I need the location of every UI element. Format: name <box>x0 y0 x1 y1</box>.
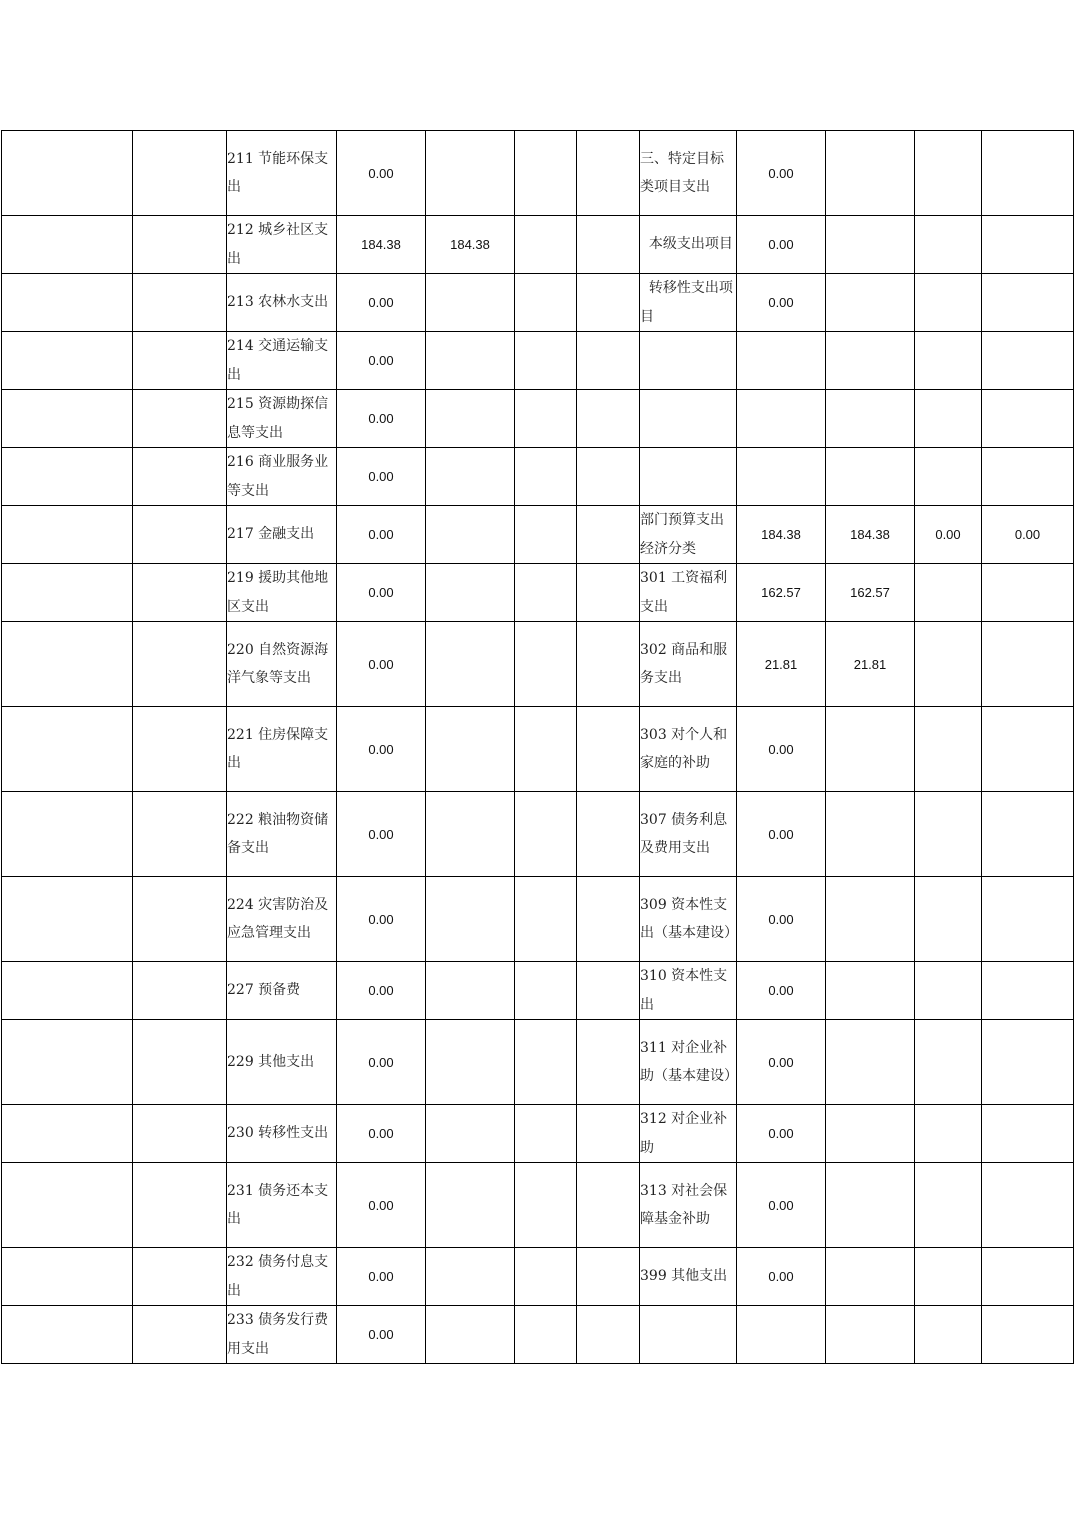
economic-category-cell: 311 对企业补助（基本建设） <box>640 1020 737 1105</box>
expense-category-cell: 215 资源勘探信息等支出 <box>227 390 337 448</box>
amount-col-6-cell <box>515 792 577 877</box>
amount-col-6-cell <box>515 1105 577 1163</box>
amount-basic-cell: 21.81 <box>826 622 915 707</box>
expense-category-cell: 221 住房保障支出 <box>227 707 337 792</box>
amount-total-2-cell: 0.00 <box>737 877 826 962</box>
amount-col-7-cell <box>577 216 640 274</box>
table-row <box>2 390 1074 448</box>
amount-other-cell <box>982 390 1074 448</box>
budget-table-body <box>2 131 1074 1364</box>
amount-col-6-cell <box>515 216 577 274</box>
amount-col-7-cell <box>577 564 640 622</box>
economic-category-cell: 399 其他支出 <box>640 1248 737 1306</box>
col-blank-a-cell <box>2 1306 133 1364</box>
amount-col-6-cell <box>515 390 577 448</box>
col-blank-a-cell <box>2 506 133 564</box>
economic-category-cell: 309 资本性支出（基本建设） <box>640 877 737 962</box>
amount-col-6-cell <box>515 1306 577 1364</box>
amount-other-cell <box>982 131 1074 216</box>
amount-project-cell <box>915 622 982 707</box>
table-row <box>2 332 1074 390</box>
col-blank-b-cell <box>133 448 227 506</box>
amount-total-2-cell: 162.57 <box>737 564 826 622</box>
col-blank-b-cell <box>133 962 227 1020</box>
amount-total-2-cell: 0.00 <box>737 1248 826 1306</box>
amount-total-cell: 0.00 <box>337 1105 426 1163</box>
col-blank-b-cell <box>133 390 227 448</box>
col-blank-b-cell <box>133 1248 227 1306</box>
economic-category-cell: 312 对企业补助 <box>640 1105 737 1163</box>
amount-total-cell: 0.00 <box>337 1163 426 1248</box>
table-row <box>2 564 1074 622</box>
col-blank-b-cell <box>133 1020 227 1105</box>
expense-category-cell: 224 灾害防治及应急管理支出 <box>227 877 337 962</box>
amount-project-cell <box>915 1105 982 1163</box>
amount-total-2-cell: 0.00 <box>737 216 826 274</box>
amount-other-cell <box>982 622 1074 707</box>
amount-col-7-cell <box>577 448 640 506</box>
amount-general-cell <box>426 274 515 332</box>
expense-category-cell: 230 转移性支出 <box>227 1105 337 1163</box>
economic-category-cell <box>640 1306 737 1364</box>
amount-basic-cell <box>826 1105 915 1163</box>
amount-total-cell: 0.00 <box>337 962 426 1020</box>
amount-total-2-cell: 0.00 <box>737 1020 826 1105</box>
col-blank-b-cell <box>133 1163 227 1248</box>
amount-general-cell <box>426 622 515 707</box>
amount-col-6-cell <box>515 448 577 506</box>
expense-category-cell: 211 节能环保支出 <box>227 131 337 216</box>
amount-general-cell <box>426 1105 515 1163</box>
amount-col-6-cell <box>515 131 577 216</box>
amount-general-cell <box>426 962 515 1020</box>
amount-basic-cell: 162.57 <box>826 564 915 622</box>
amount-other-cell <box>982 962 1074 1020</box>
amount-project-cell <box>915 1163 982 1248</box>
amount-general-cell <box>426 564 515 622</box>
amount-total-2-cell <box>737 332 826 390</box>
amount-col-7-cell <box>577 792 640 877</box>
amount-col-7-cell <box>577 1248 640 1306</box>
amount-total-cell: 184.38 <box>337 216 426 274</box>
economic-category-cell <box>640 390 737 448</box>
amount-col-6-cell <box>515 564 577 622</box>
amount-col-6-cell <box>515 1163 577 1248</box>
amount-col-7-cell <box>577 877 640 962</box>
amount-other-cell: 0.00 <box>982 506 1074 564</box>
amount-basic-cell <box>826 1020 915 1105</box>
table-row <box>2 792 1074 877</box>
amount-total-2-cell: 0.00 <box>737 1163 826 1248</box>
col-blank-b-cell <box>133 506 227 564</box>
amount-total-2-cell: 0.00 <box>737 962 826 1020</box>
amount-total-2-cell: 21.81 <box>737 622 826 707</box>
economic-category-cell: 310 资本性支出 <box>640 962 737 1020</box>
economic-category-cell: 313 对社会保障基金补助 <box>640 1163 737 1248</box>
amount-col-6-cell <box>515 274 577 332</box>
economic-category-cell <box>640 448 737 506</box>
amount-col-7-cell <box>577 1105 640 1163</box>
amount-general-cell <box>426 792 515 877</box>
col-blank-b-cell <box>133 131 227 216</box>
amount-col-7-cell <box>577 622 640 707</box>
economic-category-cell: 部门预算支出经济分类 <box>640 506 737 564</box>
economic-category-cell: 转移性支出项目 <box>640 274 737 332</box>
amount-total-cell: 0.00 <box>337 564 426 622</box>
amount-col-6-cell <box>515 962 577 1020</box>
col-blank-b-cell <box>133 622 227 707</box>
amount-total-cell: 0.00 <box>337 131 426 216</box>
amount-col-7-cell <box>577 1306 640 1364</box>
amount-general-cell <box>426 448 515 506</box>
economic-category-cell: 302 商品和服务支出 <box>640 622 737 707</box>
amount-total-cell: 0.00 <box>337 390 426 448</box>
table-row <box>2 274 1074 332</box>
col-blank-a-cell <box>2 1163 133 1248</box>
economic-category-cell: 303 对个人和家庭的补助 <box>640 707 737 792</box>
amount-col-6-cell <box>515 877 577 962</box>
amount-project-cell <box>915 1306 982 1364</box>
amount-total-2-cell: 0.00 <box>737 1105 826 1163</box>
amount-other-cell <box>982 1248 1074 1306</box>
expense-category-cell: 232 债务付息支出 <box>227 1248 337 1306</box>
amount-basic-cell <box>826 1163 915 1248</box>
amount-general-cell <box>426 1020 515 1105</box>
amount-col-7-cell <box>577 962 640 1020</box>
amount-total-cell: 0.00 <box>337 1020 426 1105</box>
col-blank-b-cell <box>133 564 227 622</box>
amount-basic-cell <box>826 1248 915 1306</box>
table-row <box>2 707 1074 792</box>
amount-col-7-cell <box>577 1163 640 1248</box>
amount-col-6-cell <box>515 1248 577 1306</box>
amount-general-cell <box>426 506 515 564</box>
amount-general-cell <box>426 390 515 448</box>
amount-col-6-cell <box>515 707 577 792</box>
amount-project-cell <box>915 1248 982 1306</box>
amount-basic-cell <box>826 332 915 390</box>
amount-col-7-cell <box>577 274 640 332</box>
col-blank-a-cell <box>2 332 133 390</box>
amount-general-cell <box>426 707 515 792</box>
amount-project-cell <box>915 216 982 274</box>
col-blank-b-cell <box>133 707 227 792</box>
col-blank-a-cell <box>2 877 133 962</box>
expense-category-cell: 233 债务发行费用支出 <box>227 1306 337 1364</box>
amount-project-cell <box>915 274 982 332</box>
amount-col-7-cell <box>577 131 640 216</box>
amount-col-7-cell <box>577 1020 640 1105</box>
col-blank-a-cell <box>2 564 133 622</box>
table-row <box>2 622 1074 707</box>
amount-other-cell <box>982 564 1074 622</box>
amount-other-cell <box>982 1105 1074 1163</box>
table-row <box>2 216 1074 274</box>
amount-other-cell <box>982 332 1074 390</box>
amount-general-cell <box>426 1306 515 1364</box>
budget-table <box>1 130 1074 1364</box>
table-row <box>2 448 1074 506</box>
amount-project-cell <box>915 962 982 1020</box>
expense-category-cell: 229 其他支出 <box>227 1020 337 1105</box>
col-blank-b-cell <box>133 332 227 390</box>
expense-category-cell: 227 预备费 <box>227 962 337 1020</box>
col-blank-b-cell <box>133 1306 227 1364</box>
col-blank-a-cell <box>2 707 133 792</box>
amount-col-7-cell <box>577 390 640 448</box>
expense-category-cell: 222 粮油物资储备支出 <box>227 792 337 877</box>
amount-total-cell: 0.00 <box>337 622 426 707</box>
amount-total-cell: 0.00 <box>337 332 426 390</box>
col-blank-b-cell <box>133 1105 227 1163</box>
col-blank-a-cell <box>2 622 133 707</box>
amount-other-cell <box>982 707 1074 792</box>
amount-total-2-cell: 0.00 <box>737 131 826 216</box>
economic-category-cell: 307 债务利息及费用支出 <box>640 792 737 877</box>
amount-total-cell: 0.00 <box>337 1248 426 1306</box>
col-blank-b-cell <box>133 877 227 962</box>
expense-category-cell: 213 农林水支出 <box>227 274 337 332</box>
amount-other-cell <box>982 1020 1074 1105</box>
amount-general-cell <box>426 332 515 390</box>
amount-col-6-cell <box>515 506 577 564</box>
amount-other-cell <box>982 448 1074 506</box>
amount-total-cell: 0.00 <box>337 274 426 332</box>
amount-project-cell <box>915 448 982 506</box>
expense-category-cell: 214 交通运输支出 <box>227 332 337 390</box>
economic-category-cell: 三、特定目标类项目支出 <box>640 131 737 216</box>
amount-other-cell <box>982 274 1074 332</box>
amount-general-cell <box>426 877 515 962</box>
amount-total-cell: 0.00 <box>337 506 426 564</box>
amount-total-2-cell: 184.38 <box>737 506 826 564</box>
col-blank-a-cell <box>2 1248 133 1306</box>
amount-basic-cell <box>826 1306 915 1364</box>
table-row <box>2 131 1074 216</box>
amount-other-cell <box>982 1163 1074 1248</box>
amount-total-2-cell <box>737 1306 826 1364</box>
economic-category-cell: 本级支出项目 <box>640 216 737 274</box>
amount-total-cell: 0.00 <box>337 792 426 877</box>
expense-category-cell: 220 自然资源海洋气象等支出 <box>227 622 337 707</box>
amount-other-cell <box>982 877 1074 962</box>
table-row <box>2 1105 1074 1163</box>
economic-category-cell <box>640 332 737 390</box>
amount-project-cell <box>915 332 982 390</box>
amount-total-2-cell: 0.00 <box>737 274 826 332</box>
amount-project-cell: 0.00 <box>915 506 982 564</box>
amount-col-6-cell <box>515 622 577 707</box>
expense-category-cell: 217 金融支出 <box>227 506 337 564</box>
amount-general-cell <box>426 131 515 216</box>
amount-col-7-cell <box>577 707 640 792</box>
expense-category-cell: 212 城乡社区支出 <box>227 216 337 274</box>
amount-other-cell <box>982 1306 1074 1364</box>
amount-general-cell <box>426 1248 515 1306</box>
amount-general-cell <box>426 1163 515 1248</box>
col-blank-a-cell <box>2 1105 133 1163</box>
table-row <box>2 1306 1074 1364</box>
amount-total-cell: 0.00 <box>337 707 426 792</box>
amount-basic-cell <box>826 792 915 877</box>
amount-project-cell <box>915 792 982 877</box>
col-blank-a-cell <box>2 448 133 506</box>
expense-category-cell: 216 商业服务业等支出 <box>227 448 337 506</box>
amount-total-2-cell: 0.00 <box>737 792 826 877</box>
amount-basic-cell <box>826 448 915 506</box>
col-blank-b-cell <box>133 792 227 877</box>
amount-col-6-cell <box>515 332 577 390</box>
amount-project-cell <box>915 390 982 448</box>
amount-project-cell <box>915 131 982 216</box>
amount-basic-cell <box>826 707 915 792</box>
table-row <box>2 1163 1074 1248</box>
col-blank-a-cell <box>2 216 133 274</box>
amount-basic-cell <box>826 962 915 1020</box>
amount-total-cell: 0.00 <box>337 1306 426 1364</box>
amount-basic-cell <box>826 216 915 274</box>
amount-general-cell: 184.38 <box>426 216 515 274</box>
amount-total-2-cell <box>737 390 826 448</box>
col-blank-b-cell <box>133 274 227 332</box>
table-row <box>2 506 1074 564</box>
amount-basic-cell <box>826 131 915 216</box>
amount-total-cell: 0.00 <box>337 877 426 962</box>
table-row <box>2 962 1074 1020</box>
amount-basic-cell <box>826 274 915 332</box>
amount-basic-cell <box>826 390 915 448</box>
table-row <box>2 877 1074 962</box>
amount-other-cell <box>982 792 1074 877</box>
amount-project-cell <box>915 564 982 622</box>
amount-project-cell <box>915 707 982 792</box>
expense-category-cell: 219 援助其他地区支出 <box>227 564 337 622</box>
table-row <box>2 1248 1074 1306</box>
amount-project-cell <box>915 1020 982 1105</box>
amount-total-2-cell <box>737 448 826 506</box>
table-row <box>2 1020 1074 1105</box>
amount-basic-cell <box>826 877 915 962</box>
col-blank-b-cell <box>133 216 227 274</box>
amount-col-6-cell <box>515 1020 577 1105</box>
amount-total-cell: 0.00 <box>337 448 426 506</box>
amount-project-cell <box>915 877 982 962</box>
col-blank-a-cell <box>2 390 133 448</box>
amount-total-2-cell: 0.00 <box>737 707 826 792</box>
amount-col-7-cell <box>577 332 640 390</box>
col-blank-a-cell <box>2 131 133 216</box>
amount-other-cell <box>982 216 1074 274</box>
col-blank-a-cell <box>2 962 133 1020</box>
amount-basic-cell: 184.38 <box>826 506 915 564</box>
amount-col-7-cell <box>577 506 640 564</box>
col-blank-a-cell <box>2 792 133 877</box>
expense-category-cell: 231 债务还本支出 <box>227 1163 337 1248</box>
economic-category-cell: 301 工资福利支出 <box>640 564 737 622</box>
col-blank-a-cell <box>2 274 133 332</box>
col-blank-a-cell <box>2 1020 133 1105</box>
